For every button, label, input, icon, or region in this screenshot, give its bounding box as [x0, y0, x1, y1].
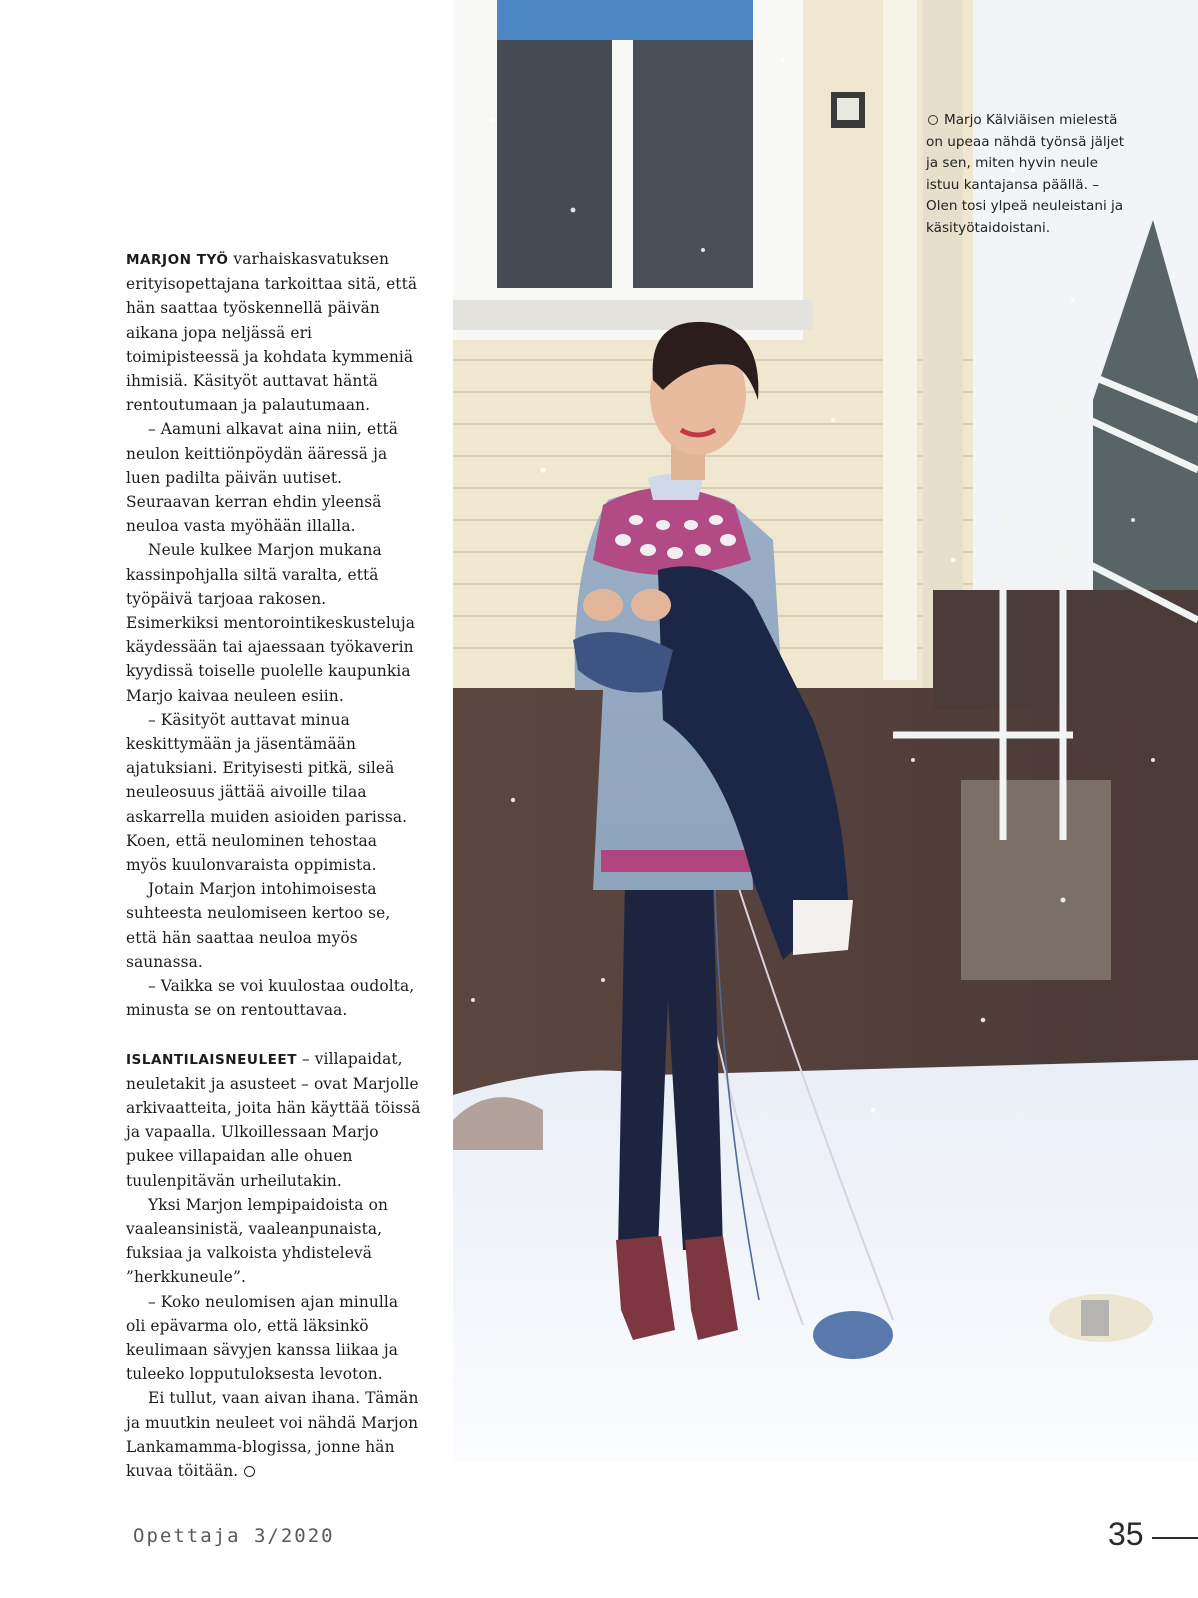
section2-paragraph-4-text: Ei tullut, vaan aivan ihana. Tämän ja muutkin neuleet voi nähdä Marjon Lankamamma-blogissa, jonne hän kuvaa töitään.	[126, 1389, 419, 1480]
section1-paragraph-2: – Aamuni alkavat aina niin, että neulon keittiönpöydän ääressä ja luen padilta päivän uutiset. Seuraavan kerran ehdin yleensä neuloa vasta myöhään illalla.	[126, 420, 399, 536]
section2-paragraph-3: – Koko neulomisen ajan minulla oli epävarma olo, että läksinkö keulimaan sävyjen kanssa liikaa ja tuleeko lopputuloksesta levoton.	[126, 1292, 399, 1384]
caption-ring-icon	[928, 115, 938, 125]
section2-paragraph-1	[126, 1047, 422, 1193]
section1-paragraph-1-text: varhaiskasvatuksen erityisopettajana tarkoittaa sitä, että hän saattaa työskennellä päivän aikana jopa neljässä eri toimipisteessä ja kohdata kymmeniä ihmisiä. Käsityöt auttavat häntä rentoutumaan ja palautumaan.	[126, 250, 418, 415]
article-body	[126, 247, 422, 1483]
section2-paragraph-1-text: – villapaidat, neuletakit ja asusteet – ovat Marjolle arkivaatteita, joita hän käyttää töissä ja vapaalla. Ulkoillessaan Marjo pukee villapaidan alle ohuen tuulenpitävän urheilutakin.	[126, 1049, 421, 1190]
photo-caption-text: Marjo Kälviäisen mielestä on upeaa nähdä työnsä jäljet ja sen, miten hyvin neule istuu kantajansa päällä. – Olen tosi ylpeä neuleistani ja käsityötaidoistani.	[926, 112, 1125, 236]
section2-lead-in: ISLANTILAISNEULEET	[126, 1051, 297, 1068]
section1-paragraph-6: – Vaikka se voi kuulostaa oudolta, minusta se on rentouttavaa.	[126, 977, 415, 1020]
page-number: 35	[1108, 1516, 1144, 1552]
section1-lead-in: MARJON TYÖ	[126, 252, 229, 268]
section1-paragraph-3: Neule kulkee Marjon mukana kassinpohjalla siltä varalta, että työpäivä tarjoaa rakosen. Esimerkiksi mentorointikeskusteluja käydessään tai ajaessaan työkaverin kyydissä toiselle puolelle kaupunkia Marjo kaivaa neuleen esiin.	[126, 541, 416, 705]
section1-paragraph-4: – Käsityöt auttavat minua keskittymään ja jäsentämään ajatuksiani. Erityisesti pitkä, sileä neuleosuus jättää aivoille tilaa askarrella muiden asioiden parissa. Koen, että neulominen tehostaa myös kuulonvaraista oppimista.	[126, 710, 408, 875]
photo-caption	[926, 110, 1126, 240]
section2-paragraph-2: Yksi Marjon lempipaidoista on vaaleansinistä, vaaleanpunaista, fuksiaa ja valkoista yhdistelevä ”herkkuneule”.	[126, 1195, 388, 1287]
section2-paragraph-4	[126, 1386, 422, 1483]
section-gap	[126, 1023, 422, 1047]
footer-rule	[1152, 1537, 1198, 1539]
section1-paragraph-1	[126, 247, 422, 417]
publication-footer: Opettaja 3/2020	[133, 1525, 335, 1547]
section1-paragraph-5: Jotain Marjon intohimoisesta suhteesta neulomiseen kertoo se, että hän saattaa neuloa myös saunassa.	[126, 880, 391, 971]
end-mark-icon	[244, 1466, 255, 1477]
